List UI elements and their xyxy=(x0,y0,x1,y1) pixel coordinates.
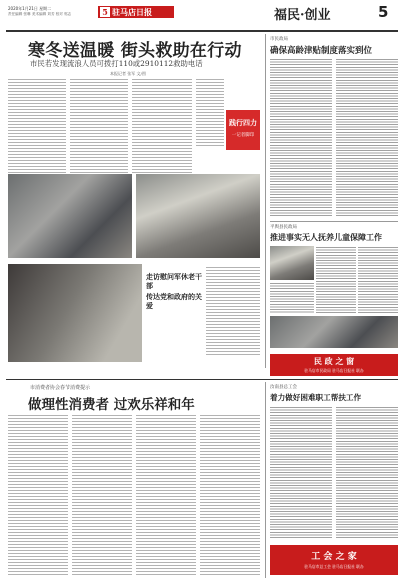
section-title: 福民·创业 xyxy=(274,8,331,23)
right-mid-photo-wide xyxy=(270,316,398,348)
union-banner-sub: 驻马店市总工会 驻马店日报社 联办 xyxy=(304,564,364,569)
right-top-story xyxy=(270,34,398,220)
civil-banner-sub: 驻马店市民政局 驻马店日报社 联办 xyxy=(304,368,364,373)
right-mid-kicker: 平舆县民政局 xyxy=(270,225,297,230)
right-mid-body-1 xyxy=(316,246,356,314)
bottom-right-story xyxy=(270,382,398,542)
paper-logo xyxy=(98,6,174,18)
union-banner-title: 工 会 之 家 xyxy=(311,552,357,562)
lead-body-col-1 xyxy=(8,78,66,174)
union-banner xyxy=(270,545,398,575)
bottom-left-col-4 xyxy=(200,414,260,576)
bottom-left-story xyxy=(6,382,262,578)
date-line: 2020年1月21日 星期二 xyxy=(8,6,52,11)
right-top-kicker: 市民政局 xyxy=(270,37,288,42)
column-divider xyxy=(265,34,266,368)
lead-body-col-4 xyxy=(196,78,224,148)
lead-body-col-3 xyxy=(132,78,192,174)
lead-story xyxy=(6,34,262,364)
bottom-right-kicker: 汝南县总工会 xyxy=(270,385,297,390)
section-rule xyxy=(6,379,398,380)
paper-name: 驻马店日报 xyxy=(112,7,152,17)
vertical-headline xyxy=(146,272,202,310)
lead-photo-right xyxy=(136,174,260,258)
vertical-headline-line-1: 走访慰问军休老干部 xyxy=(146,272,202,290)
bottom-left-kicker: 市消费者协会春节消费提示 xyxy=(30,385,91,391)
civil-banner-title: 民 政 之 窗 xyxy=(313,356,355,366)
bottom-left-headline: 做理性消费者 过欢乐祥和年 xyxy=(28,397,195,413)
sidebar-subtitle: 一记者脚印 xyxy=(231,133,255,138)
lead-bottom-text xyxy=(206,266,260,356)
sidebar-box xyxy=(226,110,260,150)
right-mid-headline: 推进事实无人抚养儿童保障工作 xyxy=(270,232,382,242)
bottom-right-body-1 xyxy=(270,406,332,538)
masthead-rule xyxy=(6,30,398,32)
bottom-left-col-1 xyxy=(8,414,68,576)
page-number: 5 xyxy=(378,3,389,21)
bottom-right-headline: 着力做好困难职工帮扶工作 xyxy=(270,393,362,402)
masthead xyxy=(6,4,398,30)
column-divider-bottom xyxy=(265,382,266,578)
right-mid-photo xyxy=(270,246,314,280)
lead-photo-left xyxy=(8,174,132,258)
right-top-headline: 确保高龄津贴制度落实到位 xyxy=(270,46,373,56)
bottom-left-col-3 xyxy=(136,414,196,576)
lead-subhead: 市民若发现流浪人员可拨打110或2910112救助电话 xyxy=(30,59,203,68)
right-mid-body-2 xyxy=(358,246,398,314)
bottom-right-body-2 xyxy=(336,406,398,538)
lead-byline: 本报记者 张军 文/图 xyxy=(110,71,146,76)
lead-photo-bottom xyxy=(8,264,142,362)
right-top-body-1 xyxy=(270,58,332,216)
bottom-left-col-2 xyxy=(72,414,132,576)
civil-affairs-banner xyxy=(270,354,398,376)
right-divider-1 xyxy=(270,221,398,222)
lead-headline: 寒冬送温暖 街头救助在行动 xyxy=(28,41,242,61)
sidebar-title: 践行四力 xyxy=(229,118,257,127)
logo-page-number: 5 xyxy=(100,7,110,17)
editor-line: 责任编辑 张琳 美术编辑 刘芳 校对 郭志 xyxy=(8,12,72,16)
vertical-headline-line-2: 传达党和政府的关爱 xyxy=(146,292,202,310)
right-mid-story xyxy=(270,224,398,350)
right-top-body-2 xyxy=(336,58,398,216)
lead-body-col-2 xyxy=(70,78,128,174)
right-mid-body-3 xyxy=(270,282,314,314)
